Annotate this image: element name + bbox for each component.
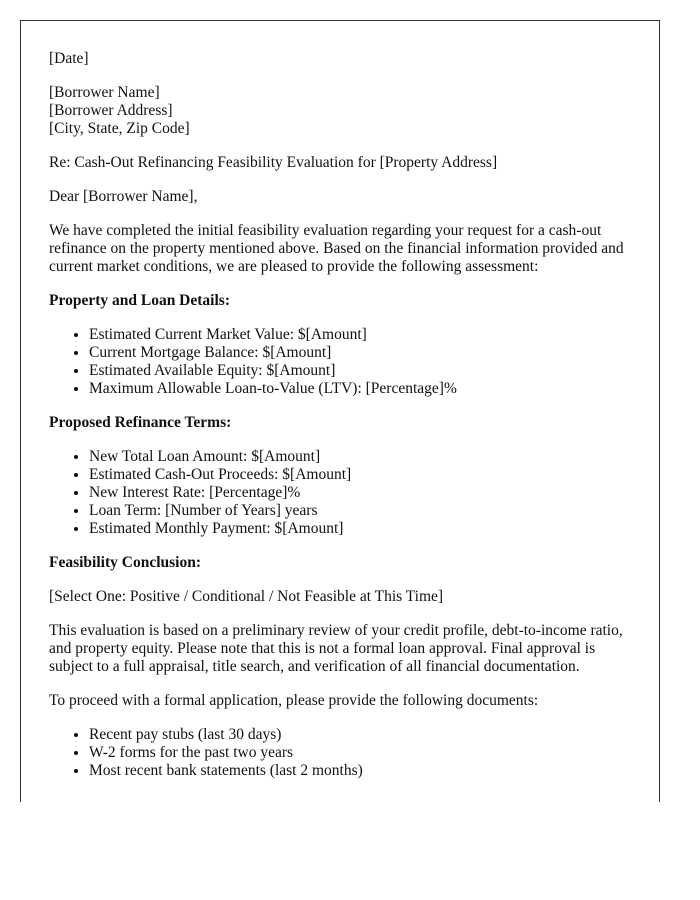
property-details-list (49, 326, 631, 398)
documents-list (49, 726, 631, 780)
disclaimer-paragraph: This evaluation is based on a preliminary review of your credit profile, debt-to-income ratio, and property equity. Please note that this is not a formal loan approval. Final approval is subject to a full appraisal, title search, and verification of all financial documentation. (49, 622, 623, 675)
list-item: • Estimated Cash-Out Proceeds: $[Amount] (89, 466, 631, 484)
conclusion-select: [Select One: Positive / Conditional / Not Feasible at This Time] (49, 588, 444, 605)
list-item: • Loan Term: [Number of Years] years (89, 502, 631, 520)
list-item: • Recent pay stubs (last 30 days) (89, 726, 631, 744)
letter-date: [Date] (49, 50, 89, 67)
recipient-city: [City, State, Zip Code] (49, 120, 190, 137)
salutation: Dear [Borrower Name], (49, 188, 198, 205)
list-item: • Current Mortgage Balance: $[Amount] (89, 344, 631, 362)
list-item: • W-2 forms for the past two years (89, 744, 631, 762)
list-item: • Estimated Current Market Value: $[Amount] (89, 326, 631, 344)
section-heading-conclusion: Feasibility Conclusion: (49, 554, 202, 571)
recipient-name: [Borrower Name] (49, 84, 160, 101)
list-item: • New Total Loan Amount: $[Amount] (89, 448, 631, 466)
intro-paragraph: We have completed the initial feasibility evaluation regarding your request for a cash-out refinance on the property mentioned above. Based on the financial information provided and current market conditions, we are pleased to provide the following assessment: (49, 222, 624, 275)
documents-intro: To proceed with a formal application, please provide the following documents: (49, 692, 539, 709)
recipient-block (49, 84, 631, 138)
recipient-address: [Borrower Address] (49, 102, 173, 119)
list-item: • Most recent bank statements (last 2 months) (89, 762, 631, 780)
section-heading-property: Property and Loan Details: (49, 292, 230, 309)
list-item: • Estimated Available Equity: $[Amount] (89, 362, 631, 380)
letter-page (20, 20, 660, 802)
list-item: • New Interest Rate: [Percentage]% (89, 484, 631, 502)
refinance-terms-list (49, 448, 631, 538)
list-item: • Estimated Monthly Payment: $[Amount] (89, 520, 631, 538)
section-heading-terms: Proposed Refinance Terms: (49, 414, 232, 431)
subject-line: Re: Cash-Out Refinancing Feasibility Evaluation for [Property Address] (49, 154, 498, 171)
list-item: • Maximum Allowable Loan-to-Value (LTV): [Percentage]% (89, 380, 631, 398)
